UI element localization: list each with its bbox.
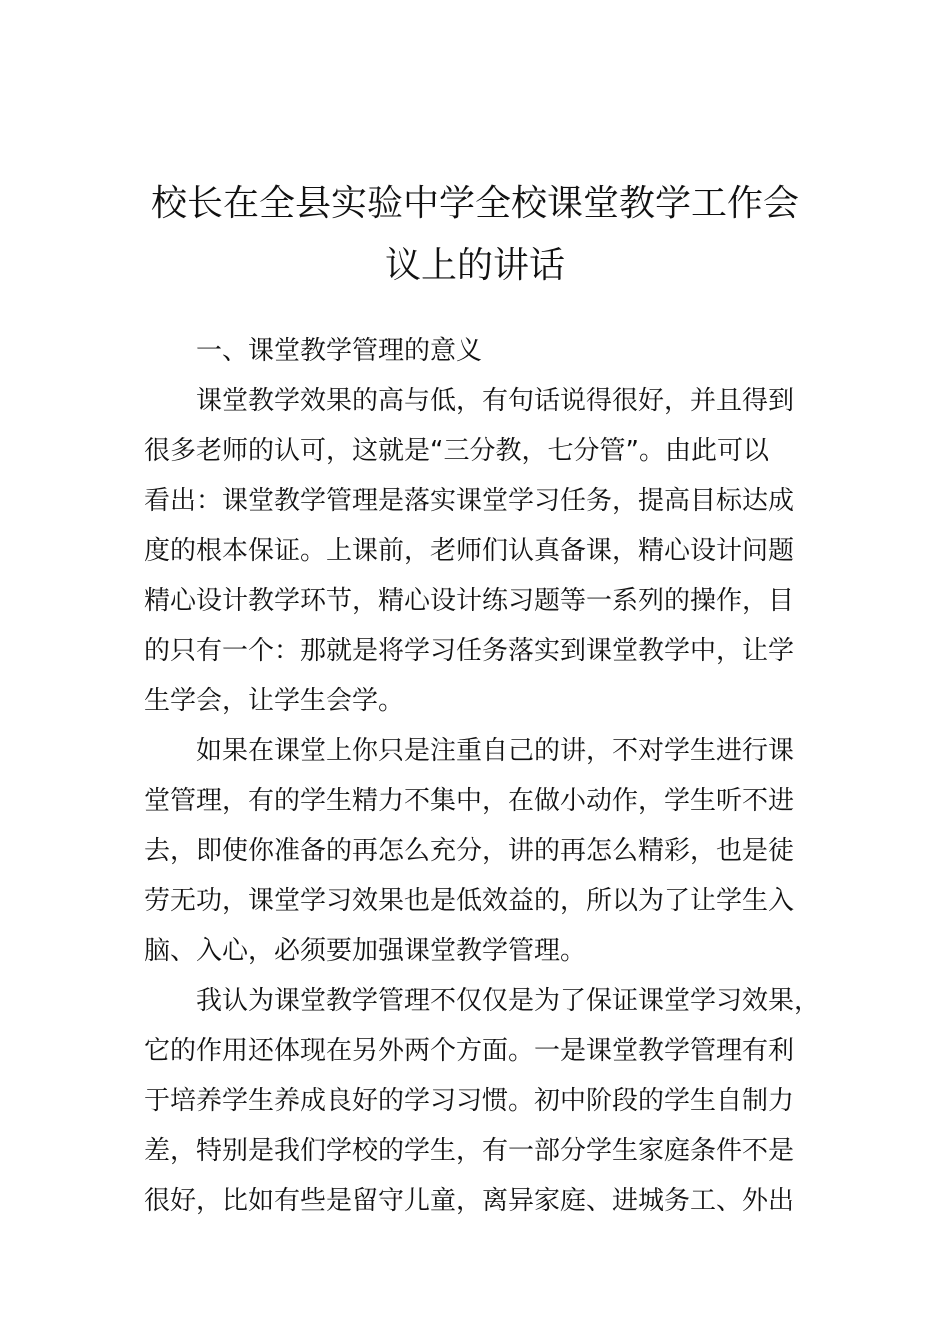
paragraph-1-line-7: 生学会，让学生会学。 — [144, 686, 405, 716]
paragraph-1-line-5: 精心设计教学环节，精心设计练习题等一系列的操作，目 — [144, 586, 795, 616]
document-body — [144, 326, 844, 1226]
paragraph-2-line-2: 堂管理，有的学生精力不集中，在做小动作，学生听不进 — [144, 786, 795, 816]
paragraph-1-line-1: 课堂教学效果的高与低，有句话说得很好，并且得到 — [196, 386, 795, 416]
paragraph-1-line-6: 的只有一个：那就是将学习任务落实到课堂教学中，让学 — [144, 636, 795, 666]
title-line-2: 议上的讲话 — [384, 245, 565, 286]
document-title — [140, 173, 810, 297]
paragraph-3-line-2: 它的作用还体现在另外两个方面。一是课堂教学管理有利 — [144, 1036, 795, 1066]
paragraph-2-line-4: 劳无功，课堂学习效果也是低效益的，所以为了让学生入 — [144, 886, 795, 916]
paragraph-3-line-1: 我认为课堂教学管理不仅仅是为了保证课堂学习效果， — [196, 986, 821, 1016]
paragraph-1-line-2: 很多老师的认可，这就是“三分教，七分管”。由此可以 — [144, 436, 769, 466]
paragraph-3-line-4: 差，特别是我们学校的学生，有一部分学生家庭条件不是 — [144, 1136, 795, 1166]
title-line-1: 校长在全县实验中学全校课堂教学工作会 — [150, 183, 799, 224]
paragraph-2-line-1: 如果在课堂上你只是注重自己的讲，不对学生进行课 — [196, 736, 795, 766]
paragraph-1-line-3: 看出：课堂教学管理是落实课堂学习任务，提高目标达成 — [144, 486, 795, 516]
paragraph-2-line-5: 脑、入心，必须要加强课堂教学管理。 — [144, 936, 587, 966]
section-heading: 一、课堂教学管理的意义 — [196, 336, 483, 366]
paragraph-3-line-5: 很好，比如有些是留守儿童，离异家庭、进城务工、外出 — [144, 1186, 795, 1216]
paragraph-2-line-3: 去，即使你准备的再怎么充分，讲的再怎么精彩，也是徒 — [144, 836, 795, 866]
paragraph-3-line-3: 于培养学生养成良好的学习习惯。初中阶段的学生自制力 — [144, 1086, 795, 1116]
paragraph-1-line-4: 度的根本保证。上课前，老师们认真备课，精心设计问题 — [144, 536, 795, 566]
